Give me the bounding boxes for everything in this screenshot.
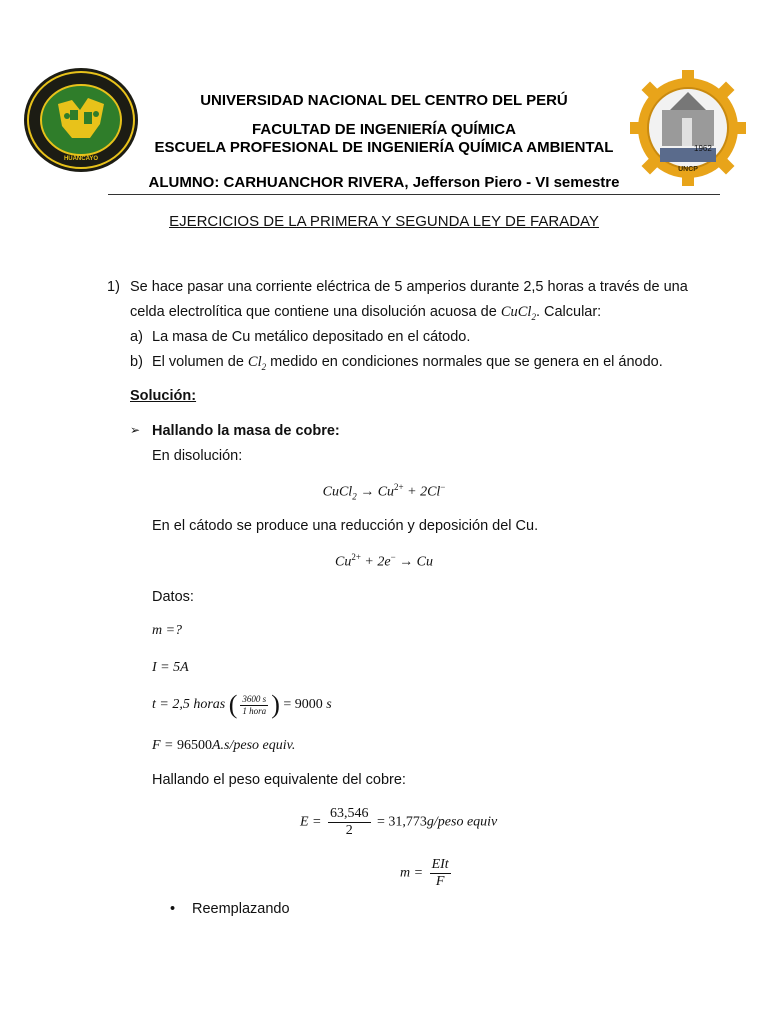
item-a-label: a) bbox=[130, 329, 143, 345]
university-name: UNIVERSIDAD NACIONAL DEL CENTRO DEL PERÚ bbox=[200, 92, 568, 109]
dissolution-label: En disolución: bbox=[152, 448, 243, 464]
university-logo bbox=[22, 66, 140, 174]
equation-equivalent-weight: E = $\frac{63,546}{2}$ = 31,773g/peso equiv bbox=[300, 806, 498, 839]
formula-cl2: $Cl_2$ bbox=[247, 354, 267, 372]
student-name: CARHUANCHOR RIVERA, Jefferson Piero - VI semestre bbox=[223, 174, 620, 191]
equation-dissociation: CuCl$_2$ → $Cu^{2+} + 2Cl^-$ bbox=[322, 482, 446, 502]
item-b-label: b) bbox=[130, 354, 143, 370]
formula-cucl2: CuCl$_2$ bbox=[500, 304, 536, 322]
equation-reduction: $Cu^{2+} + 2e^- \to Cu$ bbox=[334, 552, 433, 570]
data-current: I = 5A bbox=[152, 660, 189, 675]
school-name: ESCUELA PROFESIONAL DE INGENIERÍA QUÍMICA AMBIENTAL bbox=[154, 139, 614, 156]
problem-line-2 bbox=[130, 304, 601, 322]
equivalent-weight-text: Hallando el peso equivalente del cobre: bbox=[152, 772, 406, 788]
item-b-text: El volumen de $Cl_2$ medido en condiciones normales que se genera en el ánodo. bbox=[152, 354, 663, 372]
problem-line-2-text: celda electrolítica que contiene una disolución acuosa de bbox=[130, 304, 497, 320]
bullet-icon: • bbox=[170, 901, 176, 917]
problem-line-1: Se hace pasar una corriente eléctrica de 5 amperios durante 2,5 horas a través de una bbox=[130, 279, 688, 295]
student-line bbox=[0, 174, 768, 191]
faculty-name: FACULTAD DE INGENIERÍA QUÍMICA bbox=[252, 121, 516, 138]
equation-faraday-mass: m = $\frac{\text{EIt}}{F}$ bbox=[400, 857, 449, 890]
problem-number: 1) bbox=[107, 279, 120, 295]
replace-text: Reemplazando bbox=[192, 901, 290, 917]
data-label: Datos: bbox=[152, 589, 194, 605]
data-time: t = 2,5 horas ( $\frac{3600 s}{\text{1 hora}}$ ) = 9000 s bbox=[152, 690, 332, 719]
header-divider bbox=[108, 194, 720, 195]
solution-heading: Solución: bbox=[130, 388, 197, 404]
student-label: ALUMNO: bbox=[148, 174, 220, 191]
university-logo-city: HUANCAYO bbox=[63, 156, 99, 162]
data-mass: m =? bbox=[152, 623, 183, 638]
data-faraday: F = 96500A.s/peso equiv. bbox=[152, 738, 296, 753]
faculty-logo-bottom: UNCP bbox=[678, 166, 698, 173]
problem-line-2-end: . Calcular: bbox=[535, 304, 602, 320]
cathode-text: En el cátodo se produce una reducción y deposición del Cu. bbox=[152, 518, 539, 534]
subheading-mass: Hallando la masa de cobre: bbox=[152, 423, 340, 439]
document-title: EJERCICIOS DE LA PRIMERA Y SEGUNDA LEY DE FARADAY bbox=[169, 213, 599, 230]
faculty-logo-year: 1962 bbox=[694, 144, 712, 153]
item-a-text: La masa de Cu metálico depositado en el cátodo. bbox=[152, 329, 471, 345]
arrow-bullet-icon: ➢ bbox=[130, 423, 141, 437]
